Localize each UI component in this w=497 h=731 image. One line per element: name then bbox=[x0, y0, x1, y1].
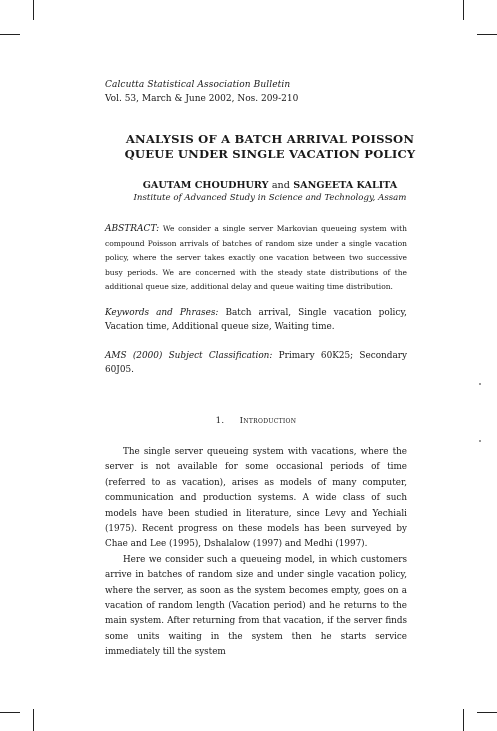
paper-title-line-2: QUEUE UNDER SINGLE VACATION POLICY bbox=[124, 147, 416, 161]
paragraph: The single server queueing system with vacations, where the server is not available for some occasional periods of time (referred to as vacation), arises as models of many computer, communication and production systems. A wide class of such models have been studied in literature, since Levy and Yechiali (1975). Recent progress on these models has been surveyed by Chae and Lee (1995), Dshalalow (1997) and Medhi (1997). bbox=[105, 447, 407, 550]
abstract-text: We consider a single server Markovian queueing system with compound Poisson arrivals of batches of random size under a single vacation policy, where the server takes exactly one vacation between two successive busy periods. We are concerned with the steady state distributions of the additional queue size, additional delay and queue waiting time distribution. bbox=[105, 224, 408, 292]
crop-mark-bottom-left-h bbox=[0, 712, 20, 713]
section-title: Introduction bbox=[239, 416, 297, 426]
introduction-body bbox=[105, 445, 407, 661]
section-number: 1. bbox=[215, 416, 225, 426]
scan-speck bbox=[479, 383, 481, 385]
crop-mark-top-left-v bbox=[33, 0, 34, 20]
journal-name: Calcutta Statistical Association Bulletin bbox=[105, 80, 291, 90]
keywords bbox=[105, 306, 407, 335]
ams-label: AMS (2000) Subject Classification: bbox=[105, 351, 273, 361]
author-affiliation: Institute of Advanced Study in Science and Technology, Assam bbox=[133, 193, 407, 203]
ams-classification bbox=[105, 349, 407, 378]
author-conjunction: and bbox=[271, 180, 290, 191]
journal-volume: Vol. 53, March & June 2002, Nos. 209-210 bbox=[105, 94, 299, 104]
crop-mark-top-left-h bbox=[0, 34, 20, 35]
crop-mark-bottom-right-h bbox=[477, 712, 497, 713]
keywords-label: Keywords and Phrases: bbox=[105, 308, 219, 318]
paper-title-line-1: ANALYSIS OF A BATCH ARRIVAL POISSON bbox=[125, 132, 415, 146]
crop-mark-top-right-v bbox=[463, 0, 464, 20]
author-first: GAUTAM CHOUDHURY bbox=[142, 180, 269, 191]
paragraph: Here we consider such a queueing model, in which customers arrive in batches of random size and under single vacation policy, where the server, as soon as the system becomes empty, goes on a vacation of random length (Vacation period) and he returns to the main system. After returning from that vacation, if the server finds some units waiting in the system then he starts service immediately till the system bbox=[105, 554, 407, 658]
author-line bbox=[60, 180, 480, 191]
ams-text: Primary 60K25; Secondary 60J05. bbox=[105, 351, 407, 376]
crop-mark-top-right-h bbox=[477, 34, 497, 35]
abstract-label: ABSTRACT: bbox=[105, 224, 160, 234]
author-second: SANGEETA KALITA bbox=[293, 180, 398, 191]
keywords-text: Batch arrival, Single vacation policy, Vacation time, Additional queue size, Waiting time. bbox=[105, 308, 407, 333]
scan-speck bbox=[479, 440, 481, 442]
section-heading bbox=[105, 416, 407, 426]
abstract bbox=[105, 222, 407, 295]
crop-mark-bottom-left-v bbox=[33, 709, 34, 731]
crop-mark-bottom-right-v bbox=[463, 709, 464, 731]
